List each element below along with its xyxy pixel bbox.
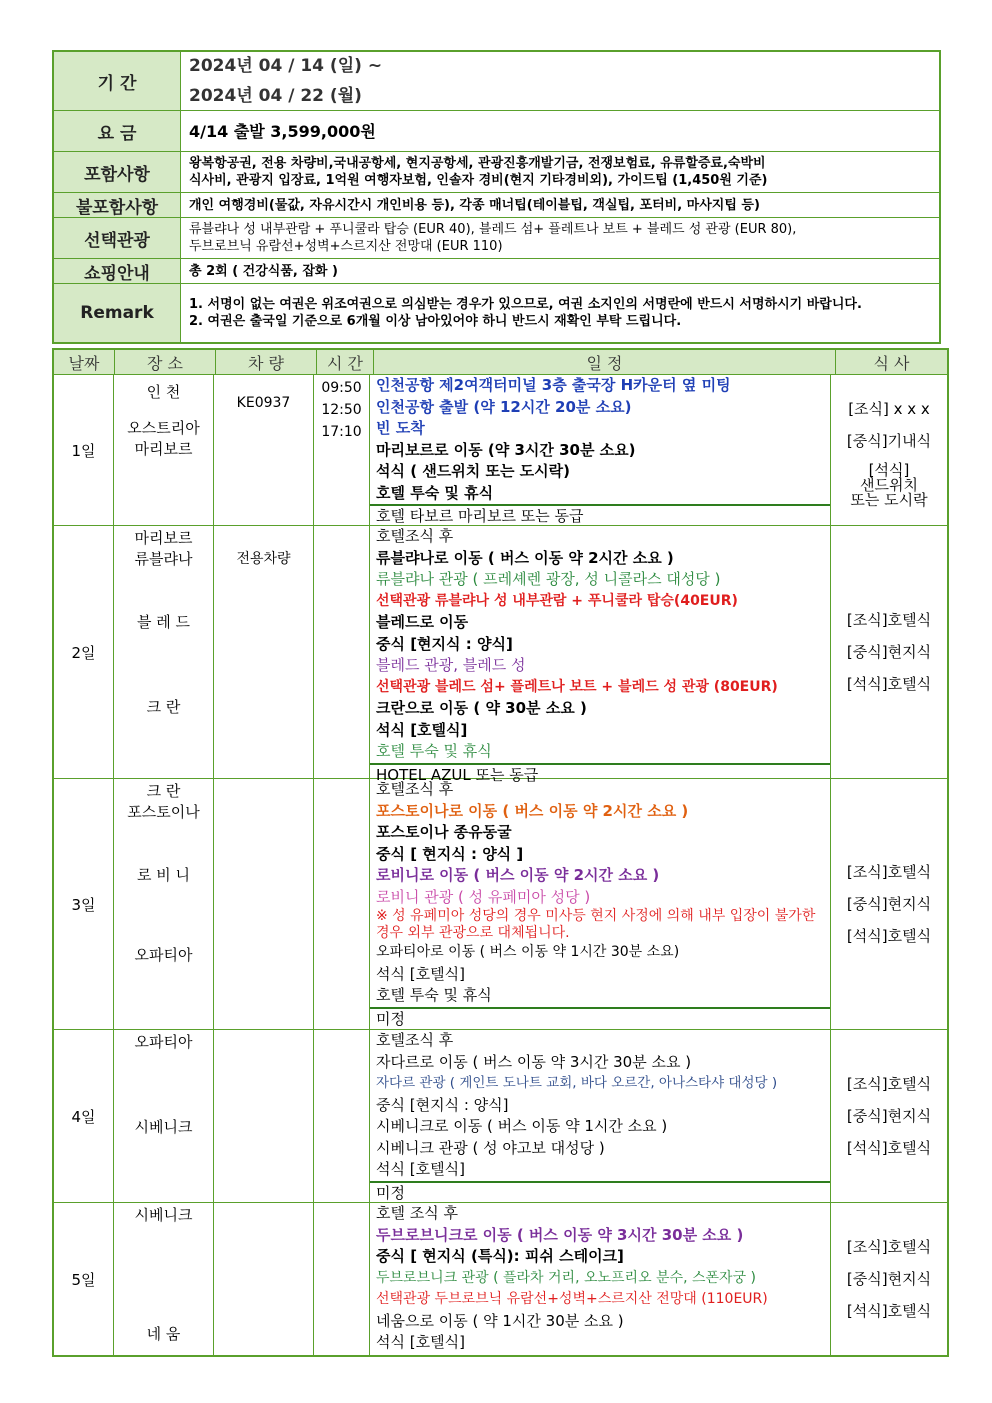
schedule-item: 석식 [호텔식] [376, 720, 468, 739]
fee-amount: 4/14 출발 3,599,000원 [189, 121, 376, 141]
schedule-item: 네움으로 이동 ( 약 1시간 30분 소요 ) [376, 1311, 624, 1330]
vehicle-cell [214, 1203, 314, 1355]
schedule-item: 시베니크 관광 ( 성 야고보 대성당 ) [376, 1138, 605, 1157]
include-line: 왕복항공권, 전용 차량비,국내공항세, 현지공항세, 관광진흥개발기금, 전쟁보험료, 유류할증료,숙박비 [189, 156, 766, 171]
meal-item: [석식]호텔식 [846, 927, 932, 945]
schedule-cell [370, 375, 831, 525]
schedule-item: 류블랴나 관광 ( 프레셰렌 광장, 성 니콜라스 대성당 ) [376, 570, 721, 588]
optional-value [181, 218, 939, 258]
include-row [54, 151, 939, 192]
vehicle-cell: KE0937 [214, 375, 314, 525]
header-day: 날짜 [54, 350, 115, 374]
place-cell [114, 1203, 214, 1355]
fee-label: 요 금 [54, 111, 181, 151]
meal-item: [조식]호텔식 [846, 611, 932, 629]
place-name: 마리보르 [134, 440, 193, 458]
place-name: 포스토이나 [127, 803, 200, 821]
schedule-item: 석식 [호텔식] [376, 964, 465, 983]
day-row-3 [54, 779, 947, 1030]
schedule-item: 빈 도착 [376, 419, 425, 437]
optional-line: 류블랴나 성 내부관람 + 푸니쿨라 탑승 (EUR 40), 블레드 섬+ 플레트나 보트 + 블레드 성 관광 (EUR 80), [189, 222, 797, 237]
day-row-1 [54, 375, 947, 526]
header-place: 장 소 [115, 350, 216, 374]
itinerary-table [52, 348, 949, 1357]
schedule-item: 인천공항 출발 (약 12시간 20분 소요) [376, 397, 632, 416]
meal-item: 또는 도시락 [850, 490, 928, 509]
day-row-5 [54, 1203, 947, 1355]
day-label: 5일 [54, 1203, 114, 1355]
meal-item: [석식] [868, 460, 910, 479]
schedule-item: 자다르 관광 ( 게인트 도나트 교회, 바다 오르간, 아나스타샤 대성당 ) [376, 1075, 778, 1091]
place-name: 네 움 [146, 1325, 181, 1343]
schedule-item: 호텔 투숙 및 휴식 [376, 986, 492, 1004]
meal-item: [석식]호텔식 [846, 675, 932, 693]
time-value: 12:50 [321, 402, 362, 418]
remark-line: 2. 여권은 출국일 기준으로 6개월 이상 남아있어야 하니 반드시 재확인 부탁 드립니다. [189, 314, 682, 329]
place-name: 크 란 [146, 698, 181, 716]
schedule-item: 석식 [호텔식] [376, 1333, 465, 1351]
header-time: 시 간 [317, 350, 374, 374]
schedule-item: 오파티아로 이동 ( 버스 이동 약 1시간 30분 소요) [376, 944, 680, 960]
schedule-item: 블레드로 이동 [376, 613, 469, 631]
schedule-item: 중식 [ 현지식 : 양식 ] [376, 844, 524, 863]
schedule-item: 로비니로 이동 ( 버스 이동 약 2시간 소요 ) [376, 866, 660, 884]
time-value: 17:10 [321, 424, 362, 440]
itinerary-header [54, 350, 947, 375]
place-name: 크 란 [146, 782, 181, 800]
schedule-item: 중식 [현지식 : 양식] [376, 1095, 509, 1114]
remark-label: Remark [54, 284, 181, 342]
place-name: 로 비 니 [136, 866, 190, 884]
meal-item: [석식]호텔식 [846, 1302, 932, 1320]
place-name: 류블랴나 [134, 550, 193, 568]
header-meal: 식 사 [873, 353, 910, 373]
exclude-label: 불포함사항 [54, 193, 181, 217]
include-line: 식사비, 관광지 입장료, 1억원 여행자보험, 인솔자 경비(현지 기타경비외), 가이드팁 (1,450원 기준) [189, 173, 768, 188]
schedule-item: 블레드 관광, 블레드 성 [376, 656, 526, 674]
time-cell [314, 375, 370, 525]
place-name: 오스트리아 [127, 419, 200, 437]
fee-row [54, 110, 939, 151]
fee-value [181, 111, 939, 151]
period-row [54, 52, 939, 110]
place-name: 오파티아 [134, 946, 193, 964]
schedule-item: 중식 [현지식 : 양식] [376, 634, 513, 653]
meal-item: [중식]현지식 [846, 1107, 932, 1125]
schedule-item: 류블랴나로 이동 ( 버스 이동 약 2시간 소요 ) [376, 548, 674, 567]
schedule-item: 자다르로 이동 ( 버스 이동 약 3시간 30분 소요 ) [376, 1052, 692, 1071]
hotel-info: HOTEL AZUL 또는 동급 [370, 763, 830, 785]
vehicle-cell [214, 779, 314, 1029]
remark-value [181, 284, 939, 342]
schedule-item: 선택관광 두브로브닉 유람선+성벽+스르지산 전망대 (110EUR) [376, 1291, 768, 1307]
schedule-item: 시베니크로 이동 ( 버스 이동 약 1시간 소요 ) [376, 1117, 668, 1135]
period-start: 2024년 04 / 14 (일) ~ [189, 56, 383, 76]
period-end: 2024년 04 / 22 (월) [189, 86, 362, 106]
shopping-row [54, 258, 939, 283]
meal-item: [조식]호텔식 [846, 1238, 932, 1256]
remark-line: 1. 서명이 없는 여권은 위조여권으로 의심받는 경우가 있으므로, 여권 소지인의 서명란에 반드시 서명하시기 바랍니다. [189, 297, 862, 312]
place-name: 시베니크 [134, 1206, 193, 1224]
meal-item: [석식]호텔식 [846, 1139, 932, 1157]
place-cell [114, 779, 214, 1029]
header-vehicle: 차 량 [216, 350, 317, 374]
period-value [181, 52, 939, 110]
place-name: 시베니크 [134, 1118, 193, 1136]
place-name: 마리보르 [134, 529, 193, 547]
schedule-item: ※ 성 유페미아 성당의 경우 미사등 현지 사정에 의해 내부 입장이 불가한 경우 외부 관광으로 대체됩니다. [376, 908, 816, 941]
schedule-item: 로비니 관광 ( 성 유페미아 성당 ) [376, 887, 591, 906]
time-cell [314, 526, 370, 778]
day-label: 1일 [54, 375, 114, 525]
schedule-cell [370, 1030, 831, 1202]
schedule-cell [370, 779, 831, 1029]
time-cell [314, 1203, 370, 1355]
header-schedule: 일 정 [374, 350, 836, 374]
schedule-item: 호텔조식 후 [376, 527, 454, 545]
schedule-item: 포스토이나로 이동 ( 버스 이동 약 2시간 소요 ) [376, 801, 689, 820]
place-cell [114, 1030, 214, 1202]
schedule-item: 크란으로 이동 ( 약 30분 소요 ) [376, 699, 587, 717]
schedule-item: 중식 [ 현지식 (특식): 피쉬 스테이크] [376, 1247, 624, 1265]
hotel-info: 미정 [370, 1007, 830, 1029]
shopping-value [181, 259, 939, 283]
meal-item: [중식]현지식 [846, 1270, 932, 1288]
optional-row [54, 217, 939, 258]
exclude-row [54, 192, 939, 217]
schedule-item: 선택관광 블레드 섬+ 플레트나 보트 + 블레드 성 관광 (80EUR) [376, 678, 778, 695]
schedule-item: 호텔조식 후 [376, 1031, 454, 1049]
schedule-item: 호텔 조식 후 [376, 1204, 458, 1222]
meal-cell [831, 526, 947, 778]
hotel-info: 미정 [370, 1181, 830, 1203]
include-value [181, 152, 939, 192]
day-label: 4일 [54, 1030, 114, 1202]
include-label: 포함사항 [54, 152, 181, 192]
meal-item: [조식]호텔식 [846, 863, 932, 881]
schedule-item: 인천공항 제2여객터미널 3층 출국장 H카운터 옆 미팅 [376, 376, 731, 394]
schedule-item: 포스토이나 종유동굴 [376, 823, 512, 841]
schedule-cell [370, 1203, 831, 1355]
schedule-item: 마리보르로 이동 (약 3시간 30분 소요) [376, 440, 636, 459]
period-label: 기 간 [54, 52, 181, 110]
hotel-info: 호텔 타보르 마리보르 또는 동급 [370, 504, 830, 526]
exclude-value [181, 193, 939, 217]
meal-cell [831, 1030, 947, 1202]
day-label: 3일 [54, 779, 114, 1029]
meal-item: [중식]현지식 [846, 643, 932, 661]
day-row-4 [54, 1030, 947, 1203]
schedule-item: 호텔 투숙 및 휴식 [376, 483, 494, 502]
schedule-item: 두브로브니크 관광 ( 플라차 거리, 오노프리오 분수, 스폰자궁 ) [376, 1269, 757, 1286]
vehicle-cell [214, 1030, 314, 1202]
meal-item: [조식] x x x [848, 399, 930, 418]
meal-item: 샌드위치 [860, 475, 918, 494]
schedule-item: 호텔 투숙 및 휴식 [376, 742, 492, 760]
schedule-item: 석식 [호텔식] [376, 1160, 465, 1178]
trip-summary-table [52, 50, 941, 344]
remark-row [54, 283, 939, 342]
place-cell [114, 375, 214, 525]
optional-label: 선택관광 [54, 218, 181, 258]
meal-item: [중식]현지식 [846, 895, 932, 913]
place-cell [114, 526, 214, 778]
shopping-line: 총 2회 ( 건강식품, 잡화 ) [189, 263, 338, 279]
day-row-2 [54, 526, 947, 784]
shopping-label: 쇼핑안내 [54, 259, 181, 283]
place-name: 인 천 [146, 383, 181, 401]
schedule-item: 호텔조식 후 [376, 780, 454, 798]
time-cell [314, 1030, 370, 1202]
schedule-item: 선택관광 류블랴나 성 내부관람 + 푸니쿨라 탑승(40EUR) [376, 592, 738, 609]
place-name: 블 레 드 [136, 613, 190, 631]
day-label: 2일 [54, 526, 114, 778]
schedule-item: 두브로브니크로 이동 ( 버스 이동 약 3시간 30분 소요 ) [376, 1225, 744, 1244]
exclude-line: 개인 여행경비(물값, 자유시간시 개인비용 등), 각종 매너팁(테이블팁, 객실팁, 포터비, 마사지팁 등) [189, 197, 760, 213]
meal-cell [831, 375, 947, 525]
meal-cell [831, 779, 947, 1029]
time-cell [314, 779, 370, 1029]
meal-item: [조식]호텔식 [846, 1075, 932, 1093]
schedule-cell [370, 526, 831, 784]
meal-cell [831, 1203, 947, 1355]
vehicle-cell: 전용차량 [214, 526, 314, 778]
meal-item: [중식]기내식 [846, 431, 932, 450]
time-value: 09:50 [321, 380, 362, 396]
optional-line: 두브로브닉 유람선+성벽+스르지산 전망대 (EUR 110) [189, 239, 503, 254]
place-name: 오파티아 [134, 1033, 193, 1051]
schedule-item: 석식 ( 샌드위치 또는 도시락) [376, 462, 570, 480]
